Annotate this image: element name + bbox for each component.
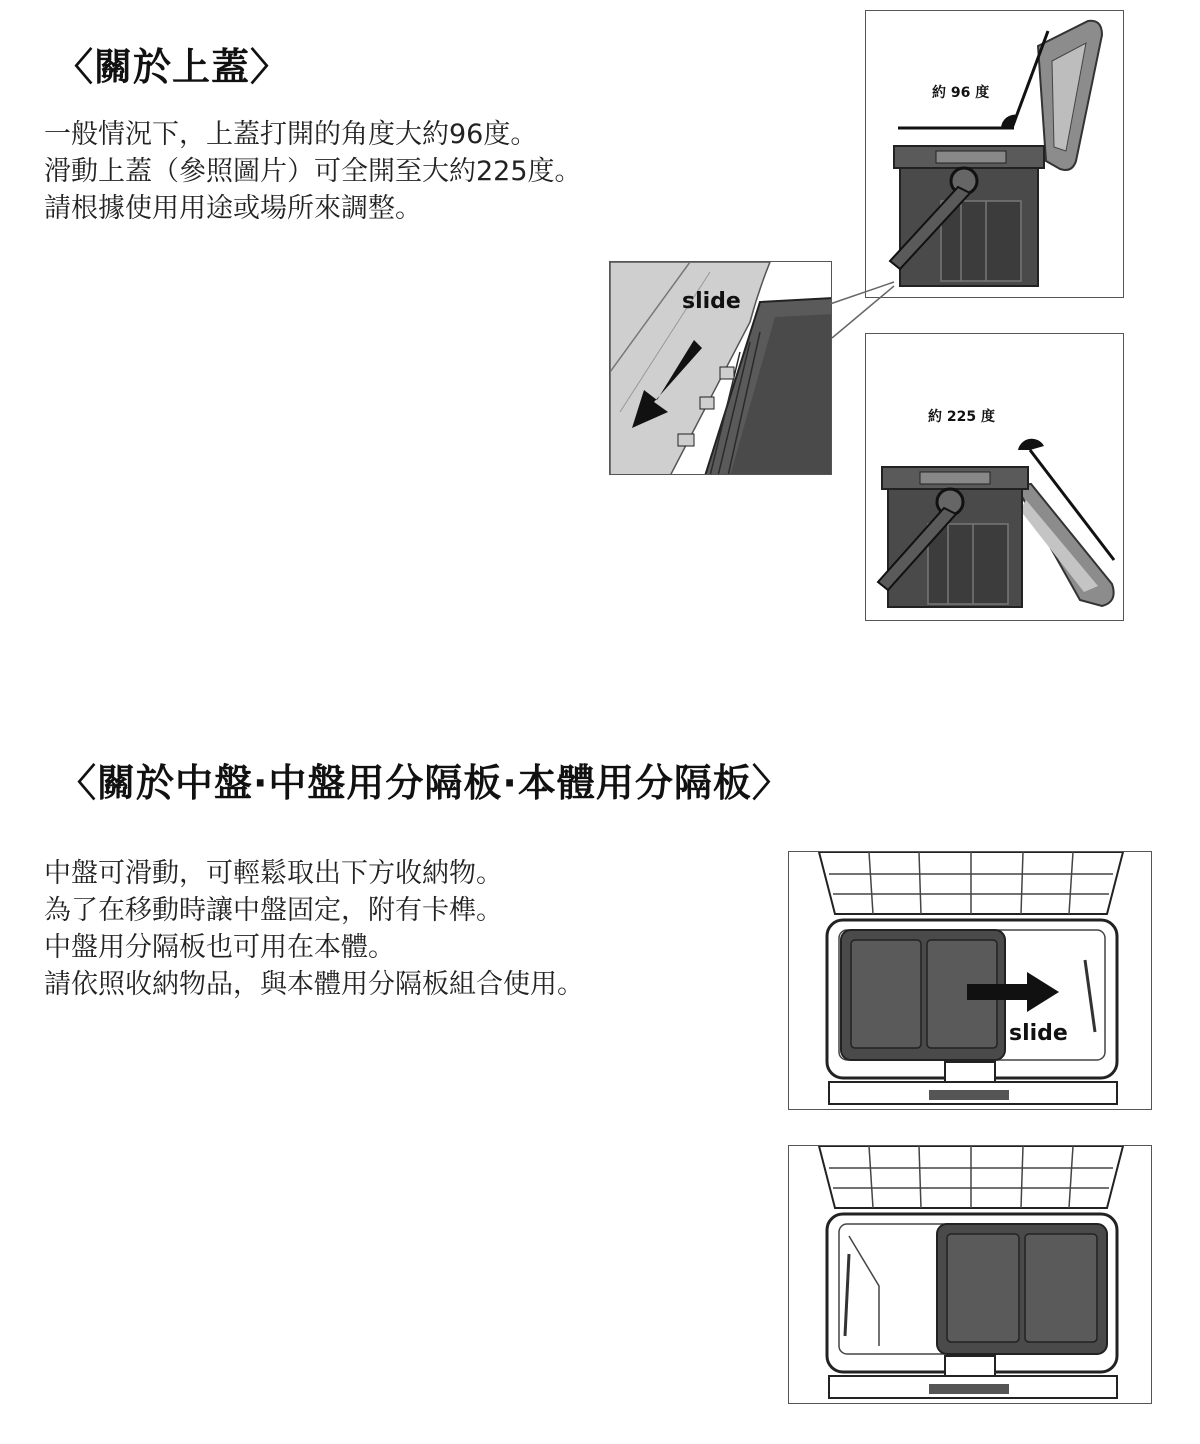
section-2-line-3: 中盤用分隔板也可用在本體。 <box>44 932 395 963</box>
figure-tray-slide <box>788 851 1152 1110</box>
tray-latch <box>945 1062 995 1084</box>
section-1-text <box>44 116 582 227</box>
slide-detail-illustration <box>610 262 832 475</box>
tray-moved-illustration <box>789 1146 1152 1404</box>
section-1-line-2: 滑動上蓋（參照圖片）可全開至大約225度。 <box>44 156 582 187</box>
angle-marker-225 <box>1018 439 1044 450</box>
section-2-line-1: 中盤可滑動，可輕鬆取出下方收納物。 <box>44 858 503 889</box>
slide-label-lid: slide <box>682 289 741 314</box>
tray-slide-illustration <box>789 852 1152 1110</box>
figure-tray-moved <box>788 1145 1152 1404</box>
figure-lid-225-degrees <box>865 333 1124 621</box>
section-2-text <box>44 855 584 1003</box>
folded-lid <box>1016 484 1114 606</box>
angle-label-96: 約 96 度 <box>932 85 990 101</box>
section-1-heading: 〈關於上蓋〉 <box>55 45 290 89</box>
section-2-line-2: 為了在移動時讓中盤固定，附有卡榫。 <box>44 895 503 926</box>
section-1-line-1: 一般情況下，上蓋打開的角度大約96度。 <box>44 119 538 150</box>
section-2-line-4: 請依照收納物品，與本體用分隔板組合使用。 <box>44 969 584 1000</box>
detail-connector <box>828 280 898 340</box>
lid-225-illustration <box>866 334 1124 621</box>
figure-lid-slide-detail <box>609 261 832 475</box>
tray-latch-2 <box>945 1356 995 1378</box>
angle-label-225: 約 225 度 <box>928 409 995 425</box>
section-1-line-3: 請根據使用用途或場所來調整。 <box>44 193 422 224</box>
slide-label-tray: slide <box>1009 1021 1068 1046</box>
figure-lid-96-degrees <box>865 10 1124 298</box>
section-2-heading: 〈關於中盤·中盤用分隔板·本體用分隔板〉 <box>58 761 791 805</box>
lid-96-illustration <box>866 11 1124 298</box>
